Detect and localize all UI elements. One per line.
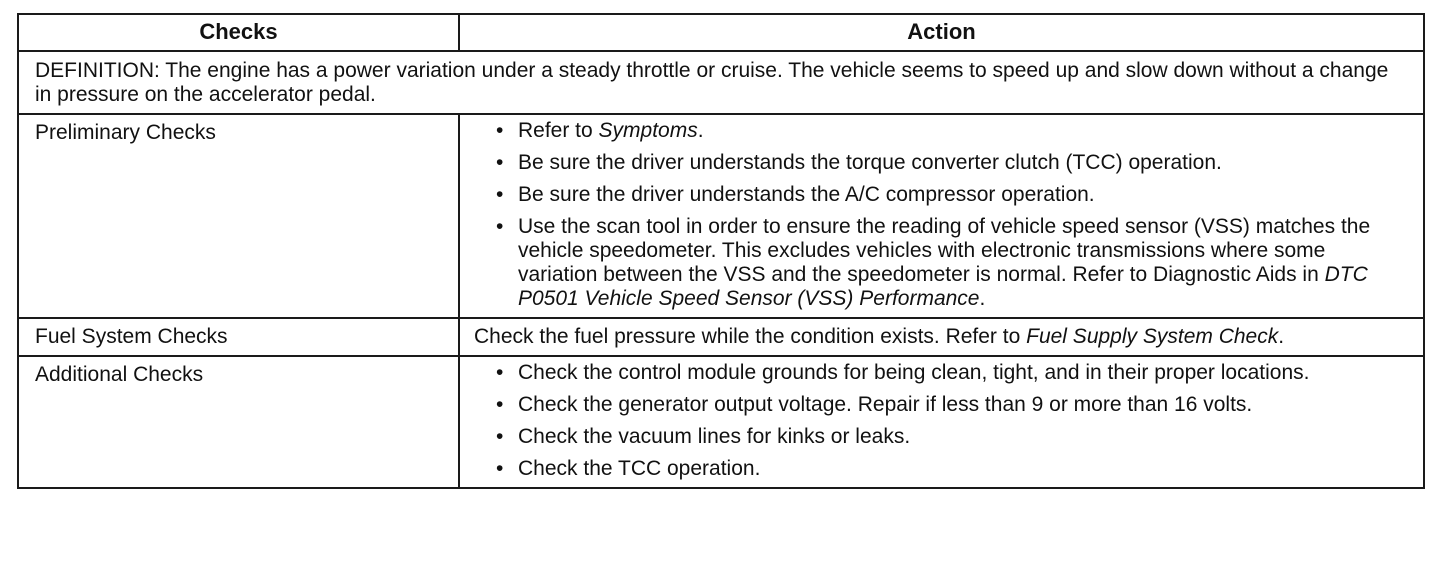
item-punct: . — [697, 119, 704, 142]
list-item — [474, 361, 1409, 385]
list-item — [474, 425, 1409, 449]
action-list — [474, 361, 1409, 481]
bullet-icon: • — [496, 425, 504, 448]
action-cell — [459, 318, 1424, 356]
bullet-icon: • — [496, 151, 504, 174]
item-text: Refer to — [518, 119, 599, 142]
item-text: Check the TCC operation. — [518, 457, 761, 480]
item-reference: Fuel Supply System Check — [1026, 325, 1279, 348]
table-row — [18, 356, 1424, 488]
definition-row — [18, 51, 1424, 114]
symptom-table — [17, 13, 1425, 489]
item-punct: . — [979, 287, 986, 310]
item-text: Check the vacuum lines for kinks or leaks. — [518, 425, 911, 448]
table-row — [18, 114, 1424, 318]
check-name: Preliminary Checks — [18, 114, 459, 318]
header-action: Action — [459, 14, 1424, 51]
list-item — [474, 151, 1409, 175]
bullet-icon: • — [496, 119, 504, 142]
header-checks: Checks — [18, 14, 459, 51]
item-reference: Symptoms — [598, 119, 698, 142]
table-row — [18, 318, 1424, 356]
header-row — [18, 14, 1424, 51]
check-name: Fuel System Checks — [18, 318, 459, 356]
list-item — [474, 183, 1409, 207]
check-name: Additional Checks — [18, 356, 459, 488]
item-reference: DTC P0501 Vehicle Speed Sensor (VSS) Performance — [518, 263, 1368, 310]
bullet-icon: • — [496, 183, 504, 206]
action-list — [474, 119, 1409, 311]
list-item — [474, 119, 1409, 143]
item-text: Check the control module grounds for being clean, tight, and in their proper locations. — [518, 361, 1310, 384]
definition-text: DEFINITION: The engine has a power variation under a steady throttle or cruise. The vehicle seems to speed up and slow down without a change in pressure on the accelerator pedal. — [18, 51, 1424, 114]
list-item — [474, 393, 1409, 417]
item-text: Use the scan tool in order to ensure the reading of vehicle speed sensor (VSS) matches the vehicle speedometer. This excludes vehicles with electronic transmissions where some variation between the VSS and the speedometer is normal. Refer to Diagnostic Aids in — [518, 215, 1371, 286]
bullet-icon: • — [496, 393, 504, 416]
item-punct: . — [1278, 325, 1285, 348]
item-text: Be sure the driver understands the A/C compressor operation. — [518, 183, 1095, 206]
bullet-icon: • — [496, 457, 504, 480]
item-text: Be sure the driver understands the torque converter clutch (TCC) operation. — [518, 151, 1222, 174]
action-cell — [459, 356, 1424, 488]
item-text: Check the generator output voltage. Repair if less than 9 or more than 16 volts. — [518, 393, 1253, 416]
item-text: Check the fuel pressure while the condition exists. Refer to — [474, 325, 1027, 348]
bullet-icon: • — [496, 361, 504, 384]
list-item — [474, 457, 1409, 481]
action-cell — [459, 114, 1424, 318]
bullet-icon: • — [496, 215, 504, 238]
list-item — [474, 215, 1409, 311]
